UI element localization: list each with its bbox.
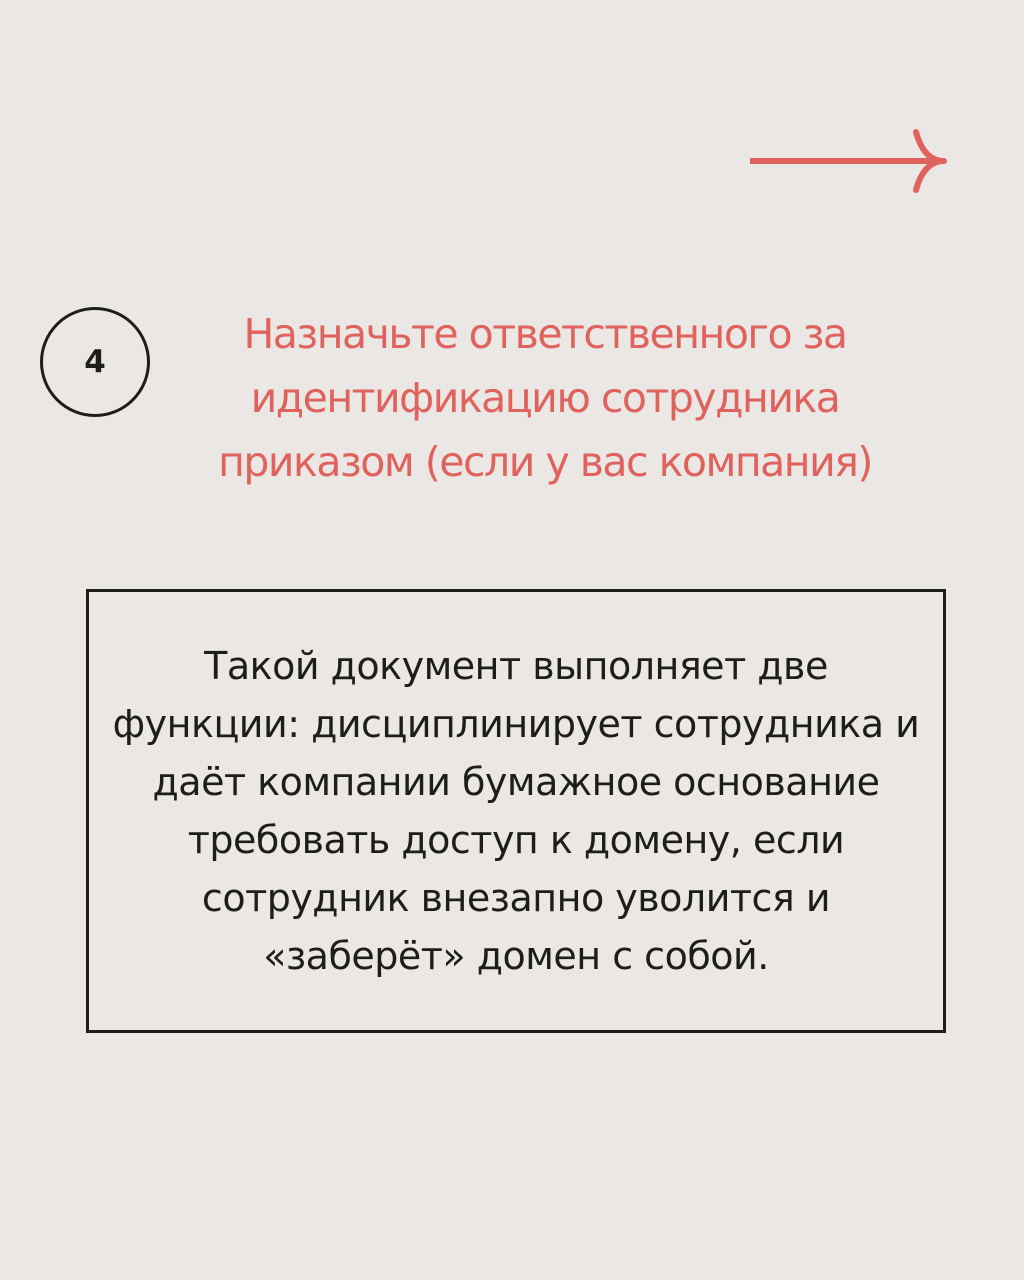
info-text: Такой документ выполняет две функции: дисциплинирует сотрудника и даёт компании бумажное основание требовать доступ к домену, если сотрудник внезапно уволится и «заберёт» домен с собой. [112, 644, 920, 978]
step-number-badge [40, 307, 150, 417]
step-heading: Назначьте ответственного за идентификацию сотрудника приказом (если у вас компания) [218, 310, 872, 486]
info-box [86, 589, 946, 1033]
step-number: 4 [84, 344, 106, 380]
arrow-right-icon [748, 128, 950, 194]
next-slide-arrow[interactable] [748, 128, 950, 194]
